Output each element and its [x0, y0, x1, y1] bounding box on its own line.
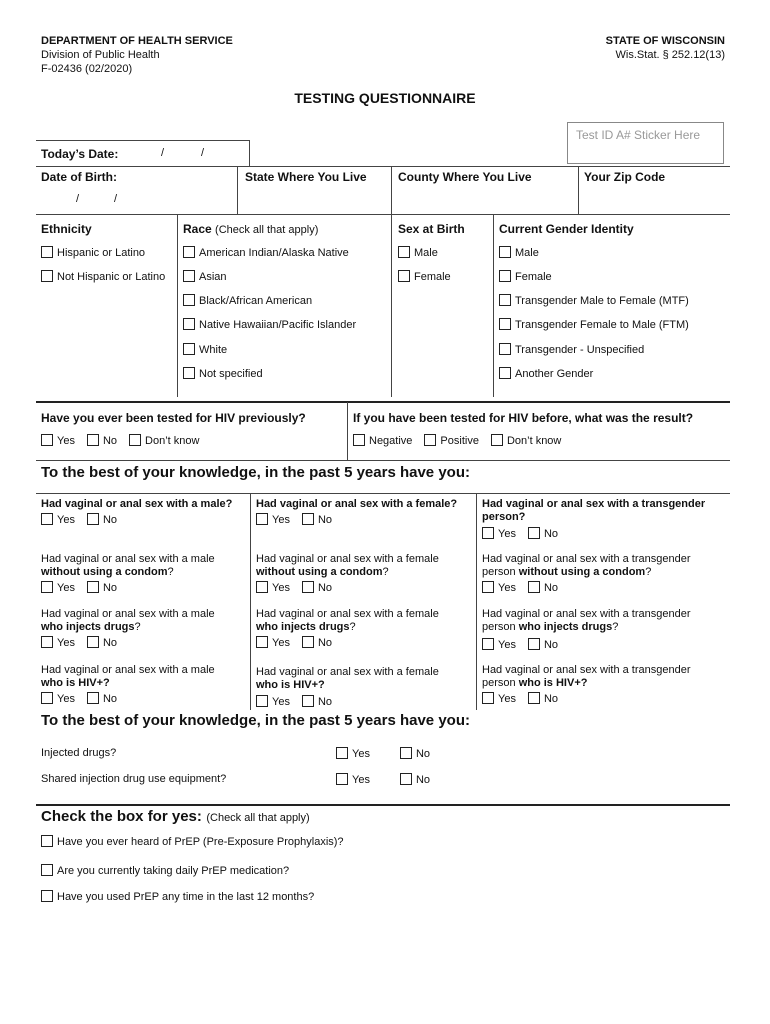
- state-label: State Where You Live: [245, 170, 367, 184]
- checkbox[interactable]: [41, 246, 53, 258]
- yes-no-options: [41, 692, 117, 705]
- injected-drugs-question: Injected drugs?: [41, 747, 117, 759]
- today-date-label: Today’s Date:: [41, 147, 119, 161]
- date-slash: /: [76, 193, 80, 205]
- section2-heading: To the best of your knowledge, in the past 5 years have you:: [41, 712, 470, 729]
- checkbox[interactable]: [87, 636, 99, 648]
- yes-no-options: [336, 747, 430, 760]
- no-option[interactable]: No: [528, 581, 558, 594]
- dob-field[interactable]: [41, 188, 231, 210]
- no-option[interactable]: No: [87, 581, 117, 594]
- checkbox[interactable]: [528, 638, 540, 650]
- no-option[interactable]: No: [302, 581, 332, 594]
- yes-option[interactable]: Yes: [256, 513, 290, 526]
- yes-no-options: [482, 581, 558, 594]
- checkbox[interactable]: [256, 513, 268, 525]
- no-option[interactable]: No: [87, 692, 117, 705]
- dob-label: Date of Birth:: [41, 170, 117, 184]
- condom-female-question: Had vaginal or anal sex with a female without using a condom?: [256, 553, 439, 578]
- hiv-result-question: If you have been tested for HIV before, what was the result?: [353, 411, 694, 425]
- hiv-result-positive[interactable]: Positive: [424, 434, 479, 447]
- yes-option[interactable]: Yes: [41, 636, 75, 649]
- checkbox[interactable]: [256, 695, 268, 707]
- section3-heading: Check the box for yes: (Check all that apply): [41, 808, 310, 825]
- prep-heard-item[interactable]: Have you ever heard of PrEP (Pre-Exposure Prophylaxis)?: [41, 835, 344, 848]
- checkbox[interactable]: [87, 581, 99, 593]
- yes-option[interactable]: Yes: [482, 692, 516, 705]
- gender-option[interactable]: Transgender Female to Male (FTM): [499, 318, 689, 331]
- race-option[interactable]: White: [183, 343, 227, 356]
- hiv-tested-no[interactable]: No: [87, 434, 117, 447]
- checkbox[interactable]: [41, 581, 53, 593]
- checkbox[interactable]: [41, 835, 53, 847]
- sex-transgender-question: Had vaginal or anal sex with a transgender person?: [482, 498, 706, 523]
- race-option[interactable]: Black/African American: [183, 294, 312, 307]
- no-option[interactable]: No: [528, 638, 558, 651]
- checkbox[interactable]: [256, 636, 268, 648]
- checkbox[interactable]: [41, 890, 53, 902]
- yes-no-options: [336, 773, 430, 786]
- sex-option[interactable]: Female: [398, 270, 451, 283]
- hiv-tested-dont-know[interactable]: Don’t know: [129, 434, 199, 447]
- county-label: County Where You Live: [398, 170, 532, 184]
- no-option[interactable]: No: [302, 695, 332, 708]
- checkbox[interactable]: [183, 294, 195, 306]
- yes-option[interactable]: Yes: [482, 638, 516, 651]
- checkbox[interactable]: [499, 270, 511, 282]
- checkbox[interactable]: [398, 246, 410, 258]
- no-option[interactable]: No: [528, 692, 558, 705]
- checkbox[interactable]: [400, 747, 412, 759]
- race-option[interactable]: Native Hawaiian/Pacific Islander: [183, 318, 356, 331]
- sex-male-question: Had vaginal or anal sex with a male?: [41, 498, 233, 510]
- checkbox[interactable]: [528, 581, 540, 593]
- gender-identity-label: Current Gender Identity: [499, 222, 634, 236]
- zip-label: Your Zip Code: [584, 170, 666, 184]
- hivpos-male-question: Had vaginal or anal sex with a male who is HIV+?: [41, 664, 215, 689]
- hiv-result-dont-know[interactable]: Don’t know: [491, 434, 561, 447]
- checkbox[interactable]: [41, 513, 53, 525]
- hiv-tested-options: [41, 434, 199, 447]
- yes-option[interactable]: Yes: [482, 581, 516, 594]
- checkbox[interactable]: [41, 434, 53, 446]
- checkbox[interactable]: [183, 246, 195, 258]
- division-name: Division of Public Health: [41, 49, 160, 61]
- yes-no-options: [482, 527, 558, 540]
- checkbox[interactable]: [400, 773, 412, 785]
- checkbox[interactable]: [424, 434, 436, 446]
- checkbox[interactable]: [499, 343, 511, 355]
- yes-no-options: [256, 695, 332, 708]
- hiv-result-negative[interactable]: Negative: [353, 434, 412, 447]
- today-date-field[interactable]: [128, 145, 246, 163]
- checkbox[interactable]: [183, 318, 195, 330]
- checkbox[interactable]: [302, 513, 314, 525]
- checkbox[interactable]: [183, 343, 195, 355]
- yes-option[interactable]: Yes: [41, 692, 75, 705]
- yes-option[interactable]: Yes: [256, 636, 290, 649]
- statute: Wis.Stat. § 252.12(13): [615, 49, 725, 61]
- gender-option[interactable]: Another Gender: [499, 367, 593, 380]
- gender-option[interactable]: Transgender - Unspecified: [499, 343, 644, 356]
- checkbox[interactable]: [528, 527, 540, 539]
- checkbox[interactable]: [41, 864, 53, 876]
- checkbox[interactable]: [353, 434, 365, 446]
- sex-option[interactable]: Male: [398, 246, 438, 259]
- no-option[interactable]: No: [87, 513, 117, 526]
- checkbox[interactable]: [183, 270, 195, 282]
- yes-no-options: [256, 581, 332, 594]
- hivpos-female-question: Had vaginal or anal sex with a female who is HIV+?: [256, 666, 439, 691]
- checkbox[interactable]: [129, 434, 141, 446]
- checkbox[interactable]: [482, 527, 494, 539]
- sex-female-question: Had vaginal or anal sex with a female?: [256, 498, 458, 510]
- checkbox[interactable]: [302, 581, 314, 593]
- gender-option[interactable]: Transgender Male to Female (MTF): [499, 294, 689, 307]
- checkbox[interactable]: [499, 367, 511, 379]
- checkbox[interactable]: [491, 434, 503, 446]
- prep-used-item[interactable]: Have you used PrEP any time in the last 12 months?: [41, 890, 314, 903]
- hiv-tested-yes[interactable]: Yes: [41, 434, 75, 447]
- injects-female-question: Had vaginal or anal sex with a female who injects drugs?: [256, 608, 439, 633]
- hivpos-transgender-question: Had vaginal or anal sex with a transgender person who is HIV+?: [482, 664, 691, 689]
- yes-no-options: [256, 636, 332, 649]
- race-label: Race (Check all that apply): [183, 222, 319, 236]
- date-slash: /: [201, 147, 205, 159]
- page-title: TESTING QUESTIONNAIRE: [294, 90, 476, 106]
- zip-field[interactable]: [584, 188, 724, 210]
- no-option[interactable]: No: [400, 747, 430, 760]
- ethnicity-label: Ethnicity: [41, 222, 92, 236]
- checkbox[interactable]: [41, 636, 53, 648]
- race-option[interactable]: Not specified: [183, 367, 263, 380]
- yes-no-options: [41, 513, 117, 526]
- no-option[interactable]: No: [400, 773, 430, 786]
- gender-option[interactable]: Female: [499, 270, 552, 283]
- checkbox[interactable]: [183, 367, 195, 379]
- department-name: DEPARTMENT OF HEALTH SERVICE: [41, 35, 233, 47]
- race-option[interactable]: American Indian/Alaska Native: [183, 246, 349, 259]
- checkbox[interactable]: [87, 434, 99, 446]
- hiv-tested-question: Have you ever been tested for HIV previously?: [41, 411, 306, 425]
- race-option[interactable]: Asian: [183, 270, 227, 283]
- sticker-box: [567, 122, 724, 164]
- date-slash: /: [114, 193, 118, 205]
- checkbox[interactable]: [499, 246, 511, 258]
- prep-taking-item[interactable]: Are you currently taking daily PrEP medication?: [41, 864, 289, 877]
- state-field[interactable]: [245, 188, 385, 210]
- yes-no-options: [482, 638, 558, 651]
- checkbox[interactable]: [482, 692, 494, 704]
- checkbox[interactable]: [87, 513, 99, 525]
- yes-option[interactable]: Yes: [336, 773, 370, 786]
- sticker-placeholder: Test ID A# Sticker Here: [576, 128, 701, 142]
- condom-transgender-question: Had vaginal or anal sex with a transgender person without using a condom?: [482, 553, 691, 578]
- form-number: F-02436 (02/2020): [41, 63, 133, 75]
- yes-option[interactable]: Yes: [256, 581, 290, 594]
- no-option[interactable]: No: [528, 527, 558, 540]
- checkbox[interactable]: [302, 695, 314, 707]
- checkbox[interactable]: [302, 636, 314, 648]
- checkbox[interactable]: [398, 270, 410, 282]
- checkbox[interactable]: [256, 581, 268, 593]
- sex-at-birth-label: Sex at Birth: [398, 222, 465, 236]
- checkbox[interactable]: [482, 638, 494, 650]
- checkbox[interactable]: [482, 581, 494, 593]
- no-option[interactable]: No: [302, 636, 332, 649]
- checkbox[interactable]: [499, 318, 511, 330]
- no-option[interactable]: No: [302, 513, 332, 526]
- yes-option[interactable]: Yes: [336, 747, 370, 760]
- condom-male-question: Had vaginal or anal sex with a male without using a condom?: [41, 553, 215, 578]
- checkbox[interactable]: [87, 692, 99, 704]
- state-name: STATE OF WISCONSIN: [605, 35, 725, 47]
- checkbox[interactable]: [528, 692, 540, 704]
- checkbox[interactable]: [336, 747, 348, 759]
- county-field[interactable]: [398, 188, 573, 210]
- checkbox[interactable]: [41, 270, 53, 282]
- ethnicity-option[interactable]: Hispanic or Latino: [41, 246, 145, 259]
- yes-option[interactable]: Yes: [256, 695, 290, 708]
- checkbox[interactable]: [41, 692, 53, 704]
- section1-heading: To the best of your knowledge, in the past 5 years have you:: [41, 464, 470, 481]
- gender-option[interactable]: Male: [499, 246, 539, 259]
- hiv-result-options: [353, 434, 561, 447]
- yes-no-options: [41, 581, 117, 594]
- yes-no-options: [41, 636, 117, 649]
- injects-transgender-question: Had vaginal or anal sex with a transgender person who injects drugs?: [482, 608, 691, 633]
- yes-no-options: [482, 692, 558, 705]
- checkbox[interactable]: [336, 773, 348, 785]
- no-option[interactable]: No: [87, 636, 117, 649]
- date-slash: /: [161, 147, 165, 159]
- checkbox[interactable]: [499, 294, 511, 306]
- ethnicity-option[interactable]: Not Hispanic or Latino: [41, 270, 165, 283]
- yes-no-options: [256, 513, 332, 526]
- injects-male-question: Had vaginal or anal sex with a male who injects drugs?: [41, 608, 215, 633]
- yes-option[interactable]: Yes: [41, 513, 75, 526]
- shared-equipment-question: Shared injection drug use equipment?: [41, 773, 227, 785]
- yes-option[interactable]: Yes: [41, 581, 75, 594]
- yes-option[interactable]: Yes: [482, 527, 516, 540]
